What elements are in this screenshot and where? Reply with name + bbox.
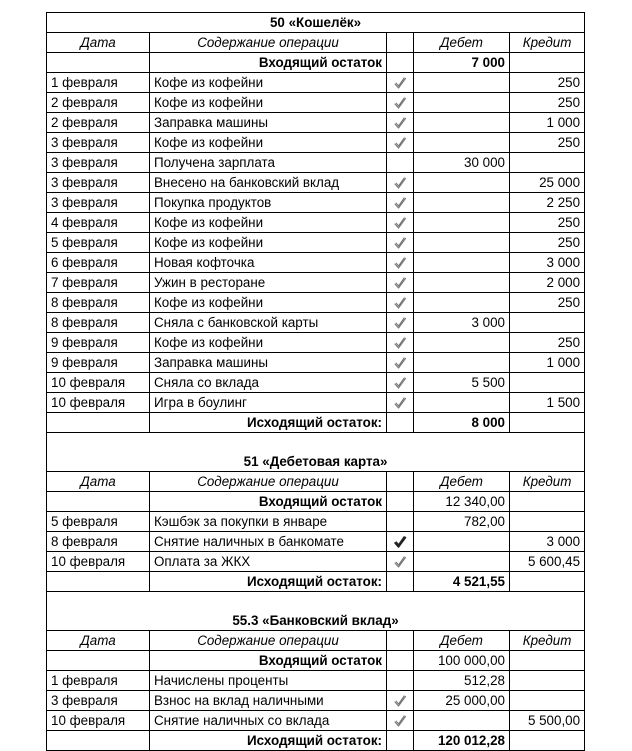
transaction-date: 9 февраля bbox=[47, 333, 150, 353]
opening-balance-row bbox=[47, 492, 585, 512]
account-title: 51 «Дебетовая карта» bbox=[47, 433, 585, 472]
column-header-row bbox=[47, 33, 585, 53]
transaction-date: 3 февраля bbox=[47, 193, 150, 213]
balance-check-cell bbox=[387, 572, 414, 592]
transaction-check-cell bbox=[387, 93, 414, 113]
balance-credit bbox=[510, 651, 585, 671]
checkmark-icon bbox=[393, 316, 407, 330]
closing-balance-row bbox=[47, 572, 585, 592]
balance-check-cell bbox=[387, 53, 414, 73]
transaction-check-cell bbox=[387, 293, 414, 313]
transaction-row bbox=[47, 691, 585, 711]
transaction-check-cell bbox=[387, 173, 414, 193]
transaction-description: Покупка продуктов bbox=[150, 193, 387, 213]
transaction-debit bbox=[414, 552, 510, 572]
balance-credit bbox=[510, 413, 585, 433]
transaction-debit: 25 000,00 bbox=[414, 691, 510, 711]
column-header-row bbox=[47, 472, 585, 492]
transaction-date: 3 февраля bbox=[47, 153, 150, 173]
transaction-debit bbox=[414, 173, 510, 193]
checkmark-icon bbox=[393, 116, 407, 130]
transaction-date: 2 февраля bbox=[47, 113, 150, 133]
transaction-row bbox=[47, 93, 585, 113]
transaction-row bbox=[47, 113, 585, 133]
transaction-debit bbox=[414, 253, 510, 273]
transaction-credit: 250 bbox=[510, 93, 585, 113]
transaction-date: 7 февраля bbox=[47, 273, 150, 293]
account-title: 55.3 «Банковский вклад» bbox=[47, 592, 585, 631]
transaction-credit bbox=[510, 313, 585, 333]
column-header-row bbox=[47, 631, 585, 651]
transaction-date: 3 февраля bbox=[47, 173, 150, 193]
transaction-debit: 782,00 bbox=[414, 512, 510, 532]
balance-date-cell bbox=[47, 651, 150, 671]
transaction-row bbox=[47, 393, 585, 413]
transaction-date: 9 февраля bbox=[47, 353, 150, 373]
checkmark-icon bbox=[393, 296, 407, 310]
transaction-row bbox=[47, 512, 585, 532]
transaction-check-cell bbox=[387, 273, 414, 293]
transaction-check-cell bbox=[387, 313, 414, 333]
checkmark-icon bbox=[393, 555, 407, 569]
account-title: 50 «Кошелёк» bbox=[47, 13, 585, 33]
balance-check-cell bbox=[387, 492, 414, 512]
transaction-description: Новая кофточка bbox=[150, 253, 387, 273]
balance-check-cell bbox=[387, 413, 414, 433]
transaction-debit bbox=[414, 213, 510, 233]
transaction-row bbox=[47, 253, 585, 273]
transaction-date: 2 февраля bbox=[47, 93, 150, 113]
transaction-credit bbox=[510, 153, 585, 173]
closing-balance-row bbox=[47, 413, 585, 433]
header-date: Дата bbox=[47, 33, 150, 53]
header-credit: Кредит bbox=[510, 472, 585, 492]
transaction-check-cell bbox=[387, 671, 414, 691]
transaction-row bbox=[47, 293, 585, 313]
transaction-description: Кофе из кофейни bbox=[150, 93, 387, 113]
balance-date-cell bbox=[47, 413, 150, 433]
transaction-credit: 5 500,00 bbox=[510, 711, 585, 731]
transaction-description: Заправка машины bbox=[150, 113, 387, 133]
transaction-description: Сняла со вклада bbox=[150, 373, 387, 393]
transaction-credit: 1 000 bbox=[510, 353, 585, 373]
transaction-date: 4 февраля bbox=[47, 213, 150, 233]
transaction-row bbox=[47, 193, 585, 213]
transaction-debit bbox=[414, 532, 510, 552]
transaction-check-cell bbox=[387, 393, 414, 413]
balance-date-cell bbox=[47, 53, 150, 73]
transaction-row bbox=[47, 213, 585, 233]
transaction-debit bbox=[414, 93, 510, 113]
transaction-credit: 1 000 bbox=[510, 113, 585, 133]
header-debit: Дебет bbox=[414, 631, 510, 651]
transaction-description: Начислены проценты bbox=[150, 671, 387, 691]
opening-balance-label: Входящий остаток bbox=[150, 492, 387, 512]
transaction-check-cell bbox=[387, 153, 414, 173]
transaction-date: 6 февраля bbox=[47, 253, 150, 273]
transaction-date: 3 февраля bbox=[47, 133, 150, 153]
transaction-debit bbox=[414, 73, 510, 93]
transaction-row bbox=[47, 313, 585, 333]
transaction-description: Кофе из кофейни bbox=[150, 333, 387, 353]
transaction-description: Снятие наличных со вклада bbox=[150, 711, 387, 731]
checkmark-icon bbox=[393, 256, 407, 270]
checkmark-icon bbox=[393, 276, 407, 290]
opening-balance-debit: 7 000 bbox=[414, 53, 510, 73]
transaction-description: Игра в боулинг bbox=[150, 393, 387, 413]
checkmark-icon bbox=[393, 196, 407, 210]
transaction-check-cell bbox=[387, 512, 414, 532]
account-title-row bbox=[47, 13, 585, 33]
transaction-check-cell bbox=[387, 213, 414, 233]
balance-check-cell bbox=[387, 731, 414, 751]
checkmark-icon bbox=[393, 714, 407, 728]
transaction-row bbox=[47, 353, 585, 373]
transaction-row bbox=[47, 671, 585, 691]
checkmark-icon bbox=[393, 336, 407, 350]
transaction-date: 5 февраля bbox=[47, 512, 150, 532]
transaction-credit: 3 000 bbox=[510, 532, 585, 552]
transaction-credit: 250 bbox=[510, 233, 585, 253]
transaction-row bbox=[47, 133, 585, 153]
transaction-check-cell bbox=[387, 552, 414, 572]
transaction-row bbox=[47, 373, 585, 393]
transaction-description: Заправка машины bbox=[150, 353, 387, 373]
transaction-debit bbox=[414, 193, 510, 213]
transaction-debit bbox=[414, 293, 510, 313]
transaction-date: 8 февраля bbox=[47, 532, 150, 552]
transaction-debit bbox=[414, 273, 510, 293]
transaction-row bbox=[47, 273, 585, 293]
balance-credit bbox=[510, 492, 585, 512]
transaction-row bbox=[47, 173, 585, 193]
transaction-debit bbox=[414, 711, 510, 731]
transaction-credit: 250 bbox=[510, 73, 585, 93]
header-debit: Дебет bbox=[414, 33, 510, 53]
transaction-check-cell bbox=[387, 133, 414, 153]
transaction-row bbox=[47, 153, 585, 173]
account-title-row bbox=[47, 592, 585, 631]
header-date: Дата bbox=[47, 472, 150, 492]
balance-date-cell bbox=[47, 572, 150, 592]
transaction-date: 1 февраля bbox=[47, 73, 150, 93]
transaction-check-cell bbox=[387, 233, 414, 253]
header-description: Содержание операции bbox=[150, 631, 387, 651]
closing-balance-debit: 120 012,28 bbox=[414, 731, 510, 751]
transaction-row bbox=[47, 711, 585, 731]
header-description: Содержание операции bbox=[150, 472, 387, 492]
transaction-description: Кэшбэк за покупки в январе bbox=[150, 512, 387, 532]
checkmark-icon bbox=[393, 176, 407, 190]
transaction-debit bbox=[414, 393, 510, 413]
transaction-debit bbox=[414, 113, 510, 133]
transaction-debit bbox=[414, 333, 510, 353]
header-date: Дата bbox=[47, 631, 150, 651]
transaction-description: Кофе из кофейни bbox=[150, 233, 387, 253]
transaction-check-cell bbox=[387, 711, 414, 731]
transaction-credit bbox=[510, 691, 585, 711]
opening-balance-row bbox=[47, 651, 585, 671]
transaction-check-cell bbox=[387, 373, 414, 393]
transaction-date: 8 февраля bbox=[47, 313, 150, 333]
transaction-credit: 1 500 bbox=[510, 393, 585, 413]
transaction-check-cell bbox=[387, 113, 414, 133]
header-check bbox=[387, 631, 414, 651]
checkmark-icon bbox=[393, 236, 407, 250]
balance-credit bbox=[510, 572, 585, 592]
transaction-check-cell bbox=[387, 353, 414, 373]
transaction-credit: 3 000 bbox=[510, 253, 585, 273]
transaction-row bbox=[47, 73, 585, 93]
transaction-credit: 2 000 bbox=[510, 273, 585, 293]
closing-balance-label: Исходящий остаток: bbox=[150, 731, 387, 751]
transaction-credit: 250 bbox=[510, 333, 585, 353]
header-check bbox=[387, 472, 414, 492]
transaction-check-cell bbox=[387, 73, 414, 93]
checkmark-icon bbox=[393, 694, 407, 708]
transaction-row bbox=[47, 552, 585, 572]
account-title-row bbox=[47, 433, 585, 472]
transaction-date: 5 февраля bbox=[47, 233, 150, 253]
transaction-check-cell bbox=[387, 532, 414, 552]
checkmark-icon bbox=[393, 356, 407, 370]
transaction-credit: 250 bbox=[510, 213, 585, 233]
transaction-description: Взнос на вклад наличными bbox=[150, 691, 387, 711]
closing-balance-row bbox=[47, 731, 585, 751]
transaction-credit: 250 bbox=[510, 133, 585, 153]
transaction-check-cell bbox=[387, 193, 414, 213]
balance-date-cell bbox=[47, 492, 150, 512]
transaction-date: 1 февраля bbox=[47, 671, 150, 691]
closing-balance-label: Исходящий остаток: bbox=[150, 413, 387, 433]
opening-balance-label: Входящий остаток bbox=[150, 651, 387, 671]
ledger-table bbox=[46, 12, 585, 751]
opening-balance-label: Входящий остаток bbox=[150, 53, 387, 73]
transaction-row bbox=[47, 233, 585, 253]
checkmark-icon bbox=[393, 376, 407, 390]
transaction-date: 3 февраля bbox=[47, 691, 150, 711]
transaction-credit: 5 600,45 bbox=[510, 552, 585, 572]
transaction-debit bbox=[414, 133, 510, 153]
ledger-body bbox=[47, 13, 585, 751]
closing-balance-debit: 8 000 bbox=[414, 413, 510, 433]
transaction-description: Кофе из кофейни bbox=[150, 293, 387, 313]
transaction-check-cell bbox=[387, 691, 414, 711]
balance-check-cell bbox=[387, 651, 414, 671]
transaction-debit: 30 000 bbox=[414, 153, 510, 173]
transaction-description: Кофе из кофейни bbox=[150, 213, 387, 233]
header-debit: Дебет bbox=[414, 472, 510, 492]
opening-balance-row bbox=[47, 53, 585, 73]
transaction-description: Внесено на банковский вклад bbox=[150, 173, 387, 193]
transaction-debit: 5 500 bbox=[414, 373, 510, 393]
transaction-date: 8 февраля bbox=[47, 293, 150, 313]
transaction-date: 10 февраля bbox=[47, 373, 150, 393]
checkmark-icon bbox=[393, 396, 407, 410]
checkmark-icon bbox=[393, 76, 407, 90]
transaction-debit bbox=[414, 233, 510, 253]
transaction-debit: 512,28 bbox=[414, 671, 510, 691]
opening-balance-debit: 100 000,00 bbox=[414, 651, 510, 671]
balance-credit bbox=[510, 53, 585, 73]
transaction-credit bbox=[510, 671, 585, 691]
balance-date-cell bbox=[47, 731, 150, 751]
transaction-description: Кофе из кофейни bbox=[150, 133, 387, 153]
checkmark-icon bbox=[393, 535, 407, 549]
transaction-debit: 3 000 bbox=[414, 313, 510, 333]
transaction-credit bbox=[510, 373, 585, 393]
transaction-row bbox=[47, 532, 585, 552]
transaction-date: 10 февраля bbox=[47, 711, 150, 731]
transaction-date: 10 февраля bbox=[47, 393, 150, 413]
transaction-check-cell bbox=[387, 253, 414, 273]
transaction-description: Ужин в ресторане bbox=[150, 273, 387, 293]
checkmark-icon bbox=[393, 216, 407, 230]
transaction-description: Оплата за ЖКХ bbox=[150, 552, 387, 572]
transaction-check-cell bbox=[387, 333, 414, 353]
opening-balance-debit: 12 340,00 bbox=[414, 492, 510, 512]
closing-balance-debit: 4 521,55 bbox=[414, 572, 510, 592]
header-description: Содержание операции bbox=[150, 33, 387, 53]
header-credit: Кредит bbox=[510, 33, 585, 53]
transaction-credit: 25 000 bbox=[510, 173, 585, 193]
transaction-description: Кофе из кофейни bbox=[150, 73, 387, 93]
transaction-debit bbox=[414, 353, 510, 373]
transaction-date: 10 февраля bbox=[47, 552, 150, 572]
transaction-description: Сняла с банковской карты bbox=[150, 313, 387, 333]
transaction-credit: 2 250 bbox=[510, 193, 585, 213]
checkmark-icon bbox=[393, 136, 407, 150]
transaction-description: Получена зарплата bbox=[150, 153, 387, 173]
checkmark-icon bbox=[393, 96, 407, 110]
balance-credit bbox=[510, 731, 585, 751]
transaction-description: Снятие наличных в банкомате bbox=[150, 532, 387, 552]
transaction-credit bbox=[510, 512, 585, 532]
closing-balance-label: Исходящий остаток: bbox=[150, 572, 387, 592]
transaction-row bbox=[47, 333, 585, 353]
header-check bbox=[387, 33, 414, 53]
header-credit: Кредит bbox=[510, 631, 585, 651]
transaction-credit: 250 bbox=[510, 293, 585, 313]
